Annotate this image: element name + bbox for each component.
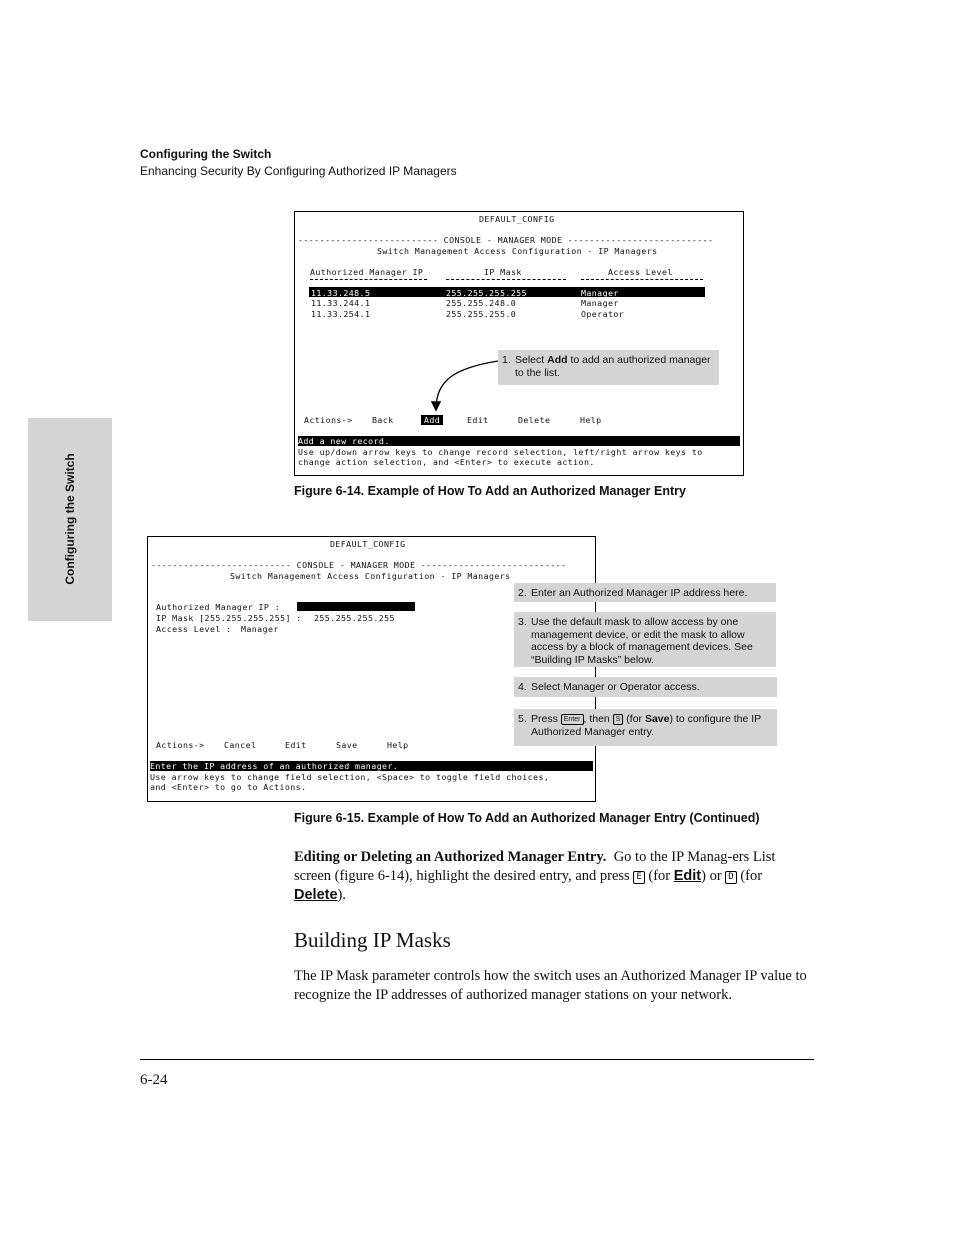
callout-text: Select Manager or Operator access.	[531, 681, 700, 693]
action-add[interactable]: Add	[421, 415, 443, 425]
side-tab-label: Configuring the Switch	[63, 453, 77, 585]
d-key-icon: D	[725, 871, 736, 884]
callout-5	[514, 709, 777, 746]
field-level-label: Access Level :	[156, 624, 232, 634]
help-line: and <Enter> to go to Actions.	[150, 782, 307, 792]
callout-number: 2.	[518, 587, 527, 599]
callout-text: Enter an Authorized Manager IP address here.	[531, 587, 748, 599]
section-paragraph: The IP Mask parameter controls how the switch uses an Authorized Manager IP value to recognize the IP addresses of authorized manager stations on your network.	[294, 968, 807, 1003]
column-header-ip: Authorized Manager IP	[310, 267, 424, 277]
figure-2-screen	[147, 536, 596, 802]
row-mask: 255.255.255.0	[446, 309, 517, 319]
mode-line: -------------------------- CONSOLE - MANAGER MODE ---------------------------	[151, 560, 567, 570]
action-help[interactable]: Help	[387, 740, 409, 750]
screen-subtitle: Switch Management Access Configuration - IP Managers	[230, 571, 511, 581]
screen-subtitle: Switch Management Access Configuration - IP Managers	[377, 246, 658, 256]
callout-text: Press Enter , then S (for Save) to configure the IP Authorized Manager entry.	[531, 713, 761, 738]
enter-key-icon: Enter	[561, 714, 584, 725]
row-ip: 11.33.254.1	[311, 309, 371, 319]
row-ip: 11.33.244.1	[311, 298, 371, 308]
row-level: Operator	[581, 309, 625, 319]
section-title: Enhancing Security By Configuring Authorized IP Managers	[140, 164, 457, 178]
action-edit[interactable]: Edit	[467, 415, 489, 425]
callout-text: Select Add to add an authorized manager to the list.	[515, 354, 711, 379]
callout-number: 3.	[518, 616, 527, 628]
status-bar: Enter the IP address of an authorized manager.	[150, 761, 593, 771]
field-ip-label: Authorized Manager IP :	[156, 602, 281, 612]
column-header-level: Access Level	[608, 267, 673, 277]
editing-lead: Editing or Deleting an Authorized Manager Entry.	[294, 849, 607, 865]
row-mask: 255.255.255.255	[446, 288, 527, 298]
callout-3	[514, 612, 776, 667]
help-line: Use up/down arrow keys to change record selection, left/right arrow keys to	[298, 447, 703, 457]
column-header-mask: IP Mask	[484, 267, 522, 277]
callout-number: 5.	[518, 713, 527, 725]
screen-title: DEFAULT_CONFIG	[330, 539, 406, 549]
callout-number: 1.	[502, 354, 511, 366]
section-heading: Building IP Masks	[294, 928, 451, 952]
action-back[interactable]: Back	[372, 415, 394, 425]
help-line: change action selection, and <Enter> to execute action.	[298, 457, 595, 467]
action-save[interactable]: Save	[336, 740, 358, 750]
field-mask-value[interactable]: 255.255.255.255	[314, 613, 395, 623]
row-level: Manager	[581, 288, 619, 298]
footer-divider	[140, 1059, 814, 1060]
editing-paragraph: Editing or Deleting an Authorized Manager Entry. Go to the IP Manag-ers List screen (figure 6-14), highlight the desired entry, and press E (for Edit) or D (for Delete).	[294, 849, 776, 903]
action-edit[interactable]: Edit	[285, 740, 307, 750]
callout-text: Use the default mask to allow access by one management device, or edit the mask to allow access by a block of management devices. See “Building IP Masks” below.	[531, 616, 753, 666]
row-mask: 255.255.248.0	[446, 298, 517, 308]
action-cancel[interactable]: Cancel	[224, 740, 257, 750]
page-number: 6-24	[140, 1072, 168, 1088]
row-level: Manager	[581, 298, 619, 308]
mode-line: -------------------------- CONSOLE - MANAGER MODE ---------------------------	[298, 235, 714, 245]
callout-4	[514, 677, 777, 697]
field-mask-label: IP Mask [255.255.255.255] :	[156, 613, 302, 623]
figure-1-caption: Figure 6-14. Example of How To Add an Authorized Manager Entry	[294, 484, 686, 498]
action-delete[interactable]: Delete	[518, 415, 551, 425]
e-key-icon: E	[633, 871, 644, 884]
callout-2	[514, 583, 776, 602]
row-ip: 11.33.248.5	[311, 288, 371, 298]
actions-label: Actions->	[156, 740, 205, 750]
chapter-title: Configuring the Switch	[140, 147, 272, 161]
field-level-value[interactable]: Manager	[241, 624, 279, 634]
screen-title: DEFAULT_CONFIG	[479, 214, 555, 224]
field-ip-input[interactable]	[297, 602, 415, 611]
help-line: Use arrow keys to change field selection, <Space> to toggle field choices,	[150, 772, 550, 782]
action-help[interactable]: Help	[580, 415, 602, 425]
actions-label: Actions->	[304, 415, 353, 425]
status-bar: Add a new record.	[298, 436, 740, 446]
s-key-icon: S	[613, 714, 624, 725]
callout-number: 4.	[518, 681, 527, 693]
figure-2-caption: Figure 6-15. Example of How To Add an Authorized Manager Entry (Continued)	[294, 811, 760, 825]
